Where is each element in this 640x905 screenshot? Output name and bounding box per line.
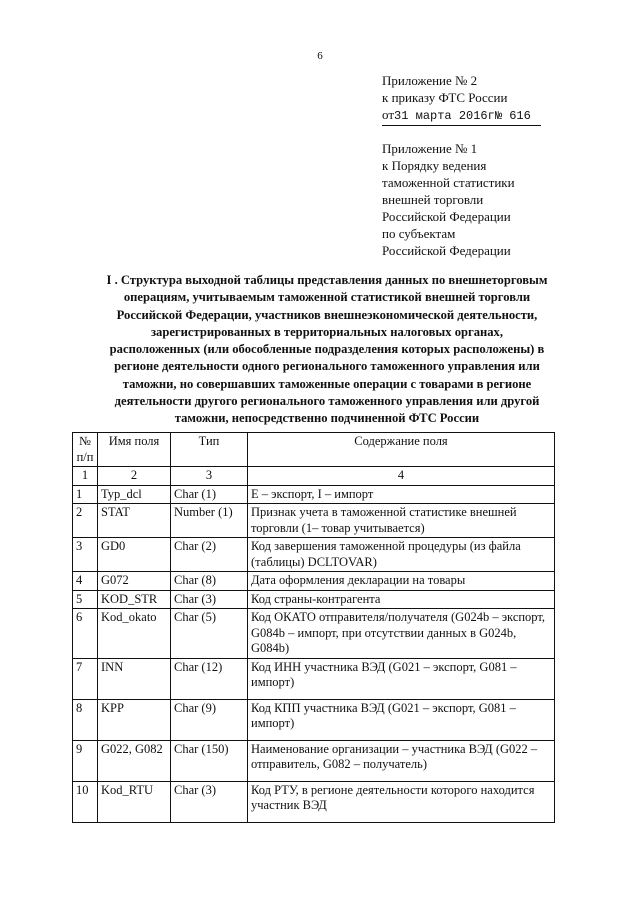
row-content: Наименование организации – участника ВЭД (G022 – отправитель, G082 – получатель)	[248, 740, 555, 781]
structure-table	[72, 432, 555, 823]
appendix-2-title: Приложение № 2	[382, 73, 478, 88]
header-type: Тип	[171, 433, 248, 467]
order-date-prefix: от	[382, 107, 395, 122]
column-number: 2	[98, 467, 171, 486]
row-number: 9	[73, 740, 98, 781]
appendix-1-line: таможенной статистики	[382, 175, 515, 190]
header-number: № п/п	[73, 433, 98, 467]
table-row	[73, 781, 555, 822]
table-row	[73, 572, 555, 591]
row-type: Char (3)	[171, 590, 248, 609]
row-content: E – экспорт, I – импорт	[248, 485, 555, 504]
column-number: 1	[73, 467, 98, 486]
table-row	[73, 609, 555, 659]
section-heading	[70, 272, 584, 428]
heading-line: расположенных (или обособленные подразделения которых расположены) в	[109, 342, 545, 357]
row-field-name: INN	[98, 658, 171, 699]
header-content: Содержание поля	[248, 433, 555, 467]
row-type: Char (2)	[171, 538, 248, 572]
appendix-2-block	[382, 72, 541, 126]
heading-line: таможни, непосредственно подчиненной ФТС России	[174, 411, 480, 426]
column-number: 3	[171, 467, 248, 486]
row-field-name: GD0	[98, 538, 171, 572]
row-number: 1	[73, 485, 98, 504]
row-type: Char (1)	[171, 485, 248, 504]
table-row	[73, 740, 555, 781]
row-number: 5	[73, 590, 98, 609]
row-field-name: G022, G082	[98, 740, 171, 781]
row-content: Код КПП участника ВЭД (G021 – экспорт, G081 – импорт)	[248, 699, 555, 740]
appendix-1-line: Российской Федерации	[382, 243, 511, 258]
row-field-name: G072	[98, 572, 171, 591]
row-content: Код ОКАТО отправителя/получателя (G024b – экспорт, G084b – импорт, при отсутствии данных в G024b, G084b)	[248, 609, 555, 659]
appendix-1-line: внешней торговли	[382, 192, 484, 207]
row-field-name: KOD_STR	[98, 590, 171, 609]
header-field-name: Имя поля	[98, 433, 171, 467]
table-row	[73, 504, 555, 538]
row-type: Char (5)	[171, 609, 248, 659]
table-row	[73, 699, 555, 740]
row-field-name: Typ_dcl	[98, 485, 171, 504]
order-date-underline	[382, 106, 541, 126]
row-number: 4	[73, 572, 98, 591]
row-number: 8	[73, 699, 98, 740]
row-field-name: KPP	[98, 699, 171, 740]
row-type: Char (12)	[171, 658, 248, 699]
row-field-name: Kod_RTU	[98, 781, 171, 822]
row-number: 10	[73, 781, 98, 822]
column-number-row	[73, 467, 555, 486]
row-content: Код страны-контрагента	[248, 590, 555, 609]
row-type: Char (3)	[171, 781, 248, 822]
row-content: Дата оформления декларации на товары	[248, 572, 555, 591]
row-number: 3	[73, 538, 98, 572]
row-number: 7	[73, 658, 98, 699]
row-content: Код ИНН участника ВЭД (G021 – экспорт, G081 – импорт)	[248, 658, 555, 699]
row-type: Char (9)	[171, 699, 248, 740]
row-type: Char (150)	[171, 740, 248, 781]
row-field-name: Kod_okato	[98, 609, 171, 659]
order-date-value: 31 марта 2016г№ 616	[394, 109, 531, 123]
table-row	[73, 658, 555, 699]
page-number: 6	[317, 50, 323, 62]
table-row	[73, 485, 555, 504]
row-type: Char (8)	[171, 572, 248, 591]
row-field-name: STAT	[98, 504, 171, 538]
appendix-2-order: к приказу ФТС России	[382, 90, 508, 105]
row-number: 2	[73, 504, 98, 538]
appendix-1-line: Приложение № 1	[382, 141, 478, 156]
appendix-1-block	[382, 140, 515, 259]
table-body	[73, 485, 555, 822]
table-row	[73, 590, 555, 609]
row-number: 6	[73, 609, 98, 659]
table-header-row	[73, 433, 555, 467]
heading-line: регионе деятельности одного регионального таможенного управления или	[114, 359, 540, 374]
appendix-1-line: по субъектам	[382, 226, 456, 241]
heading-line: Российской Федерации, участников внешнеэкономической деятельности,	[116, 307, 538, 322]
row-content: Код завершения таможенной процедуры (из файла (таблицы) DCLTOVAR)	[248, 538, 555, 572]
heading-line: деятельности другого регионального таможенного управления или другой	[114, 394, 540, 409]
row-content: Код РТУ, в регионе деятельности которого находится участник ВЭД	[248, 781, 555, 822]
table-row	[73, 538, 555, 572]
column-number: 4	[248, 467, 555, 486]
appendix-1-line: Российской Федерации	[382, 209, 511, 224]
row-content: Признак учета в таможенной статистике внешней торговли (1– товар учитывается)	[248, 504, 555, 538]
appendix-1-line: к Порядку ведения	[382, 158, 487, 173]
heading-line: таможни, но совершавших таможенные операции с товарами в регионе	[122, 376, 532, 391]
row-type: Number (1)	[171, 504, 248, 538]
heading-line: зарегистрированных в территориальных налоговых органах,	[150, 324, 504, 339]
heading-line: I . Структура выходной таблицы представления данных по внешнеторговым	[106, 273, 548, 287]
heading-line: операциям, учитываемым таможенной статистикой внешней торговли	[123, 290, 531, 305]
appendix-2-date-line	[382, 106, 541, 126]
